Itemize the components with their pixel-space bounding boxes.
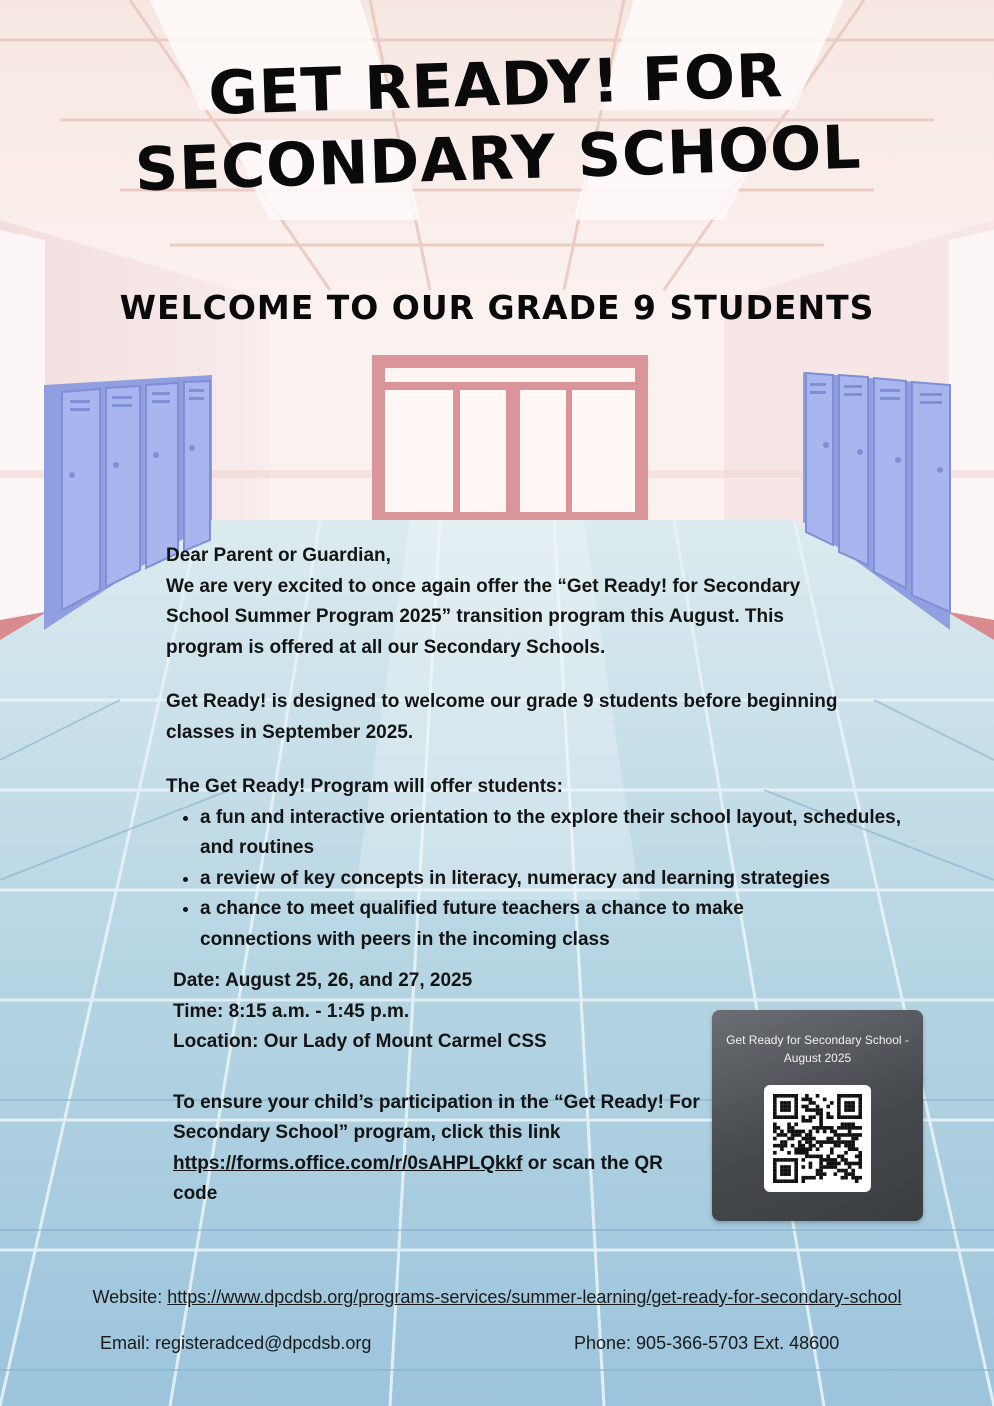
qr-code-icon	[773, 1094, 862, 1183]
event-time: Time: 8:15 a.m. - 1:45 p.m.	[173, 1000, 410, 1022]
website-label: Website:	[92, 1287, 168, 1307]
website-link[interactable]: https://www.dpcdsb.org/programs-services/summer-learning/get-ready-for-secondary-school	[167, 1287, 902, 1307]
letter-purpose: Get Ready! is designed to welcome our grade 9 students before beginning classes in September 2025.	[166, 691, 838, 743]
offer-heading: The Get Ready! Program will offer students:	[166, 776, 563, 797]
website-line	[0, 1287, 994, 1308]
letter-greeting: Dear Parent or Guardian,	[166, 545, 391, 566]
registration-text-before: To ensure your child’s participation in the “Get Ready! For Secondary School” program, click this link	[173, 1091, 700, 1143]
letter-body	[166, 541, 926, 955]
event-location: Location: Our Lady of Mount Carmel CSS	[173, 1031, 547, 1052]
offer-item: • a fun and interactive orientation to the explore their school layout, schedules, and routines	[200, 803, 926, 864]
registration-link[interactable]: https://forms.office.com/r/0sAHPLQkkf	[173, 1152, 523, 1174]
offer-item: • a review of key concepts in literacy, numeracy and learning strategies	[200, 864, 926, 895]
qr-caption: Get Ready for Secondary School - August 2025	[726, 1033, 909, 1065]
letter-intro: We are very excited to once again offer the “Get Ready! for Secondary School Summer Program 2025” transition program this August. This program is offered at all our Secondary Schools.	[166, 575, 801, 658]
contact-email: Email: registeradced@dpcdsb.org	[100, 1333, 372, 1353]
registration-text	[173, 1088, 703, 1210]
qr-card	[712, 1010, 923, 1221]
registration-text-after: or scan the QR code	[173, 1152, 663, 1204]
event-date: Date: August 25, 26, and 27, 2025	[173, 970, 473, 991]
qr-code[interactable]	[764, 1085, 871, 1192]
contact-phone: Phone: 905-366-5703 Ext. 48600	[574, 1333, 840, 1353]
page-title: GET READY! FOR SECONDARY SCHOOL	[133, 41, 863, 206]
offer-list	[166, 803, 926, 956]
event-details	[173, 966, 703, 1210]
offer-item: • a chance to meet qualified future teachers a chance to make connections with peers in the incoming class	[200, 894, 840, 955]
page-subtitle: WELCOME TO OUR GRADE 9 STUDENTS	[119, 288, 875, 327]
